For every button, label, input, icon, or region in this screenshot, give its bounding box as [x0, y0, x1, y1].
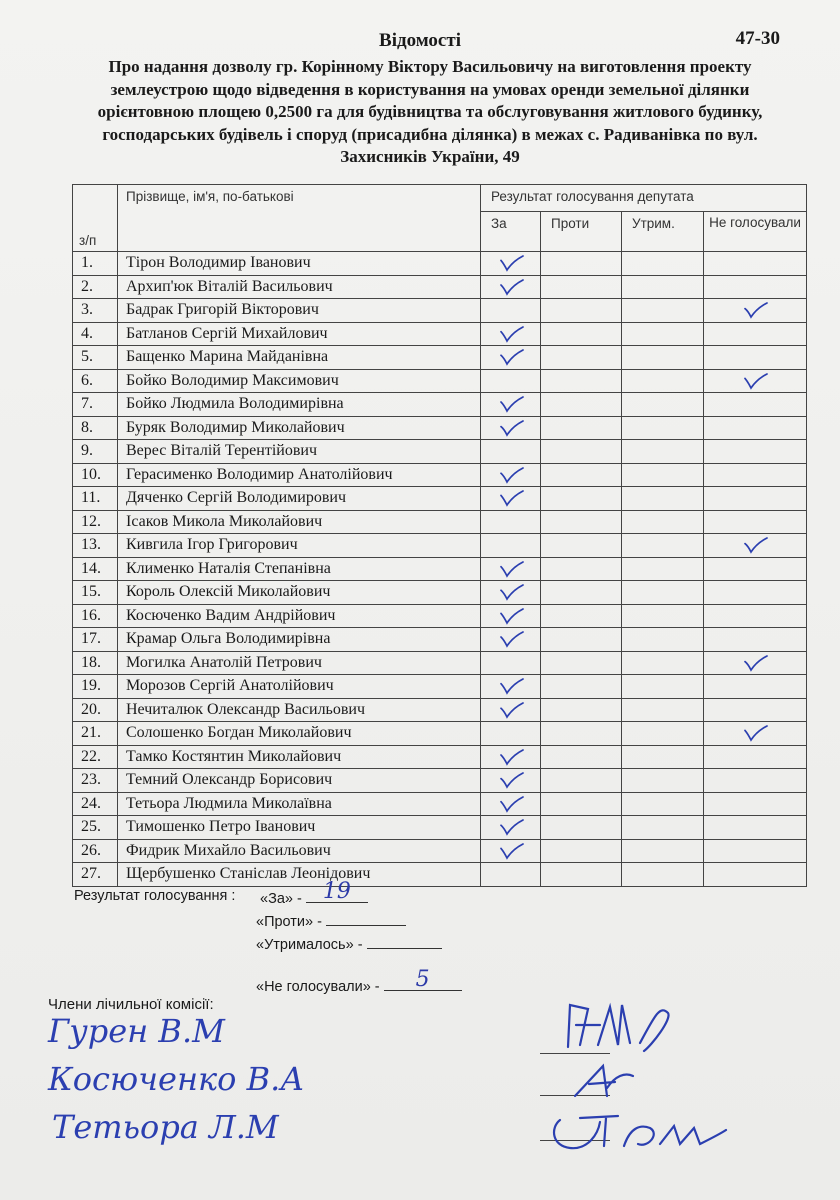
- signature-scribble-2: [545, 1058, 665, 1103]
- vote-cell-novote: [704, 534, 807, 558]
- row-number: 7.: [73, 393, 118, 417]
- deputy-name: Могилка Анатолій Петрович: [118, 651, 481, 675]
- vote-cell-against: [541, 275, 622, 299]
- commission-member-3: Тетьора Л.М: [52, 1108, 279, 1146]
- vote-cell-against: [541, 769, 622, 793]
- vote-cell-novote: [704, 839, 807, 863]
- signature-scribble-1: [540, 985, 710, 1065]
- vote-cell-for: [481, 628, 541, 652]
- header-name: Прізвище, ім'я, по-батькові: [118, 185, 481, 252]
- deputy-name: Дяченко Сергій Володимирович: [118, 487, 481, 511]
- vote-cell-novote: [704, 651, 807, 675]
- vote-cell-abstain: [622, 863, 704, 887]
- header-number: з/п: [73, 185, 118, 252]
- vote-cell-novote: [704, 698, 807, 722]
- row-number: 14.: [73, 557, 118, 581]
- checkmark-icon: [496, 278, 526, 296]
- vote-cell-against: [541, 510, 622, 534]
- vote-cell-novote: [704, 675, 807, 699]
- vote-cell-against: [541, 863, 622, 887]
- vote-cell-against: [541, 487, 622, 511]
- vote-cell-for: [481, 792, 541, 816]
- table-row: [73, 745, 807, 769]
- header-abstain: Утрим.: [622, 212, 704, 252]
- checkmark-icon: [496, 395, 526, 413]
- commission-member-1: Гурен В.М: [48, 1012, 225, 1050]
- vote-cell-abstain: [622, 675, 704, 699]
- voting-result: [74, 879, 574, 1003]
- table-row: [73, 604, 807, 628]
- vote-cell-against: [541, 322, 622, 346]
- row-number: 16.: [73, 604, 118, 628]
- vote-cell-abstain: [622, 816, 704, 840]
- table-row: [73, 698, 807, 722]
- vote-cell-abstain: [622, 252, 704, 276]
- vote-cell-against: [541, 369, 622, 393]
- commission-member-2: Косюченко В.А: [48, 1060, 305, 1098]
- vote-cell-against: [541, 581, 622, 605]
- table-row: [73, 416, 807, 440]
- vote-cell-novote: [704, 557, 807, 581]
- deputy-name: Бойко Володимир Максимович: [118, 369, 481, 393]
- vote-cell-for: [481, 252, 541, 276]
- commission-label: Члени лічильної комісії:: [48, 996, 214, 1013]
- checkmark-icon: [496, 818, 526, 836]
- deputy-name: Крамар Ольга Володимирівна: [118, 628, 481, 652]
- header-against: Проти: [541, 212, 622, 252]
- deputy-name: Темний Олександр Борисович: [118, 769, 481, 793]
- row-number: 22.: [73, 745, 118, 769]
- vote-cell-for: [481, 745, 541, 769]
- deputy-name: Герасименко Володимир Анатолійович: [118, 463, 481, 487]
- vote-cell-against: [541, 675, 622, 699]
- deputy-name: Клименко Наталія Степанівна: [118, 557, 481, 581]
- vote-cell-abstain: [622, 275, 704, 299]
- vote-cell-novote: [704, 346, 807, 370]
- vote-cell-novote: [704, 252, 807, 276]
- vote-cell-for: [481, 393, 541, 417]
- vote-cell-for: [481, 769, 541, 793]
- checkmark-icon: [496, 419, 526, 437]
- row-number: 8.: [73, 416, 118, 440]
- result-for-value: 19: [322, 879, 351, 904]
- deputy-name: Буряк Володимир Миколайович: [118, 416, 481, 440]
- result-label: Результат голосування :: [74, 888, 236, 904]
- vote-cell-novote: [704, 369, 807, 393]
- table-row: [73, 675, 807, 699]
- row-number: 12.: [73, 510, 118, 534]
- vote-cell-abstain: [622, 346, 704, 370]
- vote-cell-novote: [704, 863, 807, 887]
- vote-cell-against: [541, 816, 622, 840]
- table-row: [73, 792, 807, 816]
- vote-cell-novote: [704, 722, 807, 746]
- vote-cell-abstain: [622, 393, 704, 417]
- checkmark-icon: [740, 724, 770, 742]
- vote-cell-for: [481, 863, 541, 887]
- result-against-label: «Проти» -: [256, 914, 322, 930]
- vote-cell-against: [541, 557, 622, 581]
- row-number: 3.: [73, 299, 118, 323]
- checkmark-icon: [496, 348, 526, 366]
- row-number: 13.: [73, 534, 118, 558]
- vote-cell-against: [541, 440, 622, 464]
- result-abstain-label: «Утрималось» -: [256, 937, 363, 953]
- vote-cell-for: [481, 816, 541, 840]
- deputy-name: Король Олексій Миколайович: [118, 581, 481, 605]
- deputy-name: Щербушенко Станіслав Леонідович: [118, 863, 481, 887]
- deputy-name: Нечиталюк Олександр Васильович: [118, 698, 481, 722]
- table-row: [73, 487, 807, 511]
- vote-cell-abstain: [622, 722, 704, 746]
- table-row: [73, 510, 807, 534]
- result-for-label: «За» -: [260, 891, 302, 907]
- vote-cell-for: [481, 440, 541, 464]
- vote-cell-against: [541, 252, 622, 276]
- checkmark-icon: [740, 654, 770, 672]
- vote-cell-abstain: [622, 839, 704, 863]
- vote-cell-for: [481, 651, 541, 675]
- vote-cell-abstain: [622, 534, 704, 558]
- vote-cell-novote: [704, 792, 807, 816]
- table-row: [73, 628, 807, 652]
- table-row: [73, 863, 807, 887]
- row-number: 23.: [73, 769, 118, 793]
- vote-cell-novote: [704, 393, 807, 417]
- vote-cell-for: [481, 299, 541, 323]
- row-number: 4.: [73, 322, 118, 346]
- vote-cell-against: [541, 393, 622, 417]
- deputy-name: Верес Віталій Терентійович: [118, 440, 481, 464]
- row-number: 2.: [73, 275, 118, 299]
- checkmark-icon: [496, 842, 526, 860]
- vote-cell-for: [481, 698, 541, 722]
- vote-cell-abstain: [622, 322, 704, 346]
- vote-cell-abstain: [622, 440, 704, 464]
- vote-cell-for: [481, 839, 541, 863]
- result-novote-label: «Не голосували» -: [256, 979, 380, 995]
- vote-cell-against: [541, 299, 622, 323]
- row-number: 20.: [73, 698, 118, 722]
- deputy-name: Тетьора Людмила Миколаївна: [118, 792, 481, 816]
- table-row: [73, 299, 807, 323]
- row-number: 9.: [73, 440, 118, 464]
- vote-cell-against: [541, 745, 622, 769]
- vote-cell-for: [481, 675, 541, 699]
- row-number: 27.: [73, 863, 118, 887]
- vote-cell-for: [481, 346, 541, 370]
- vote-cell-against: [541, 651, 622, 675]
- vote-cell-novote: [704, 816, 807, 840]
- vote-cell-abstain: [622, 792, 704, 816]
- vote-cell-novote: [704, 745, 807, 769]
- vote-cell-for: [481, 510, 541, 534]
- result-abstain-blank: [367, 934, 442, 949]
- document-title: Відомості: [379, 30, 461, 51]
- row-number: 21.: [73, 722, 118, 746]
- vote-cell-against: [541, 604, 622, 628]
- table-row: [73, 440, 807, 464]
- vote-cell-novote: [704, 275, 807, 299]
- vote-cell-against: [541, 722, 622, 746]
- vote-cell-for: [481, 722, 541, 746]
- table-row: [73, 839, 807, 863]
- table-row: [73, 346, 807, 370]
- deputy-name: Бащенко Марина Майданівна: [118, 346, 481, 370]
- checkmark-icon: [496, 325, 526, 343]
- deputy-name: Тамко Костянтин Миколайович: [118, 745, 481, 769]
- deputy-name: Морозов Сергій Анатолійович: [118, 675, 481, 699]
- deputy-name: Батланов Сергій Михайлович: [118, 322, 481, 346]
- checkmark-icon: [496, 701, 526, 719]
- deputy-name: Фидрик Михайло Васильович: [118, 839, 481, 863]
- deputy-name: Косюченко Вадим Андрійович: [118, 604, 481, 628]
- result-for-blank: [306, 879, 368, 904]
- checkmark-icon: [496, 489, 526, 507]
- vote-cell-novote: [704, 581, 807, 605]
- vote-cell-for: [481, 275, 541, 299]
- checkmark-icon: [496, 583, 526, 601]
- row-number: 15.: [73, 581, 118, 605]
- vote-cell-abstain: [622, 557, 704, 581]
- checkmark-icon: [496, 795, 526, 813]
- deputy-name: Тірон Володимир Іванович: [118, 252, 481, 276]
- result-against-blank: [326, 911, 406, 926]
- table-row: [73, 534, 807, 558]
- table-row: [73, 322, 807, 346]
- checkmark-icon: [740, 372, 770, 390]
- table-row: [73, 252, 807, 276]
- vote-cell-for: [481, 534, 541, 558]
- checkmark-icon: [740, 536, 770, 554]
- vote-cell-against: [541, 416, 622, 440]
- checkmark-icon: [496, 677, 526, 695]
- row-number: 6.: [73, 369, 118, 393]
- deputy-name: Ісаков Микола Миколайович: [118, 510, 481, 534]
- vote-cell-against: [541, 346, 622, 370]
- checkmark-icon: [496, 771, 526, 789]
- vote-cell-for: [481, 604, 541, 628]
- document-subject: Про надання дозволу гр. Корінному Віктору Васильовичу на виготовлення проекту землеустрою щодо відведення в користування на умовах оренди земельної ділянки орієнтовною площею 0,2500 га для будівництва та обслуговування житлового будинку, господарських будівель і споруд (присадибна ділянка) в межах с. Радиванівка по вул. Захисників України, 49: [97, 57, 763, 166]
- vote-cell-novote: [704, 604, 807, 628]
- row-number: 11.: [73, 487, 118, 511]
- row-number: 1.: [73, 252, 118, 276]
- vote-cell-for: [481, 322, 541, 346]
- document-number: 47-30: [735, 28, 780, 49]
- checkmark-icon: [496, 560, 526, 578]
- vote-cell-abstain: [622, 628, 704, 652]
- row-number: 24.: [73, 792, 118, 816]
- vote-cell-abstain: [622, 299, 704, 323]
- vote-cell-abstain: [622, 416, 704, 440]
- row-number: 17.: [73, 628, 118, 652]
- vote-cell-novote: [704, 299, 807, 323]
- header-novote: Не голосували: [704, 212, 807, 252]
- vote-cell-abstain: [622, 698, 704, 722]
- deputy-name: Бойко Людмила Володимирівна: [118, 393, 481, 417]
- vote-cell-against: [541, 839, 622, 863]
- table-row: [73, 393, 807, 417]
- checkmark-icon: [496, 748, 526, 766]
- vote-cell-novote: [704, 510, 807, 534]
- vote-cell-abstain: [622, 604, 704, 628]
- vote-cell-novote: [704, 487, 807, 511]
- row-number: 26.: [73, 839, 118, 863]
- result-novote-value: 5: [415, 967, 430, 992]
- vote-cell-against: [541, 534, 622, 558]
- table-row: [73, 816, 807, 840]
- checkmark-icon: [740, 301, 770, 319]
- table-row: [73, 581, 807, 605]
- row-number: 5.: [73, 346, 118, 370]
- deputy-name: Солошенко Богдан Миколайович: [118, 722, 481, 746]
- vote-cell-against: [541, 463, 622, 487]
- vote-cell-abstain: [622, 510, 704, 534]
- vote-cell-abstain: [622, 651, 704, 675]
- vote-cell-novote: [704, 440, 807, 464]
- vote-cell-abstain: [622, 463, 704, 487]
- header-for: За: [481, 212, 541, 252]
- checkmark-icon: [496, 630, 526, 648]
- row-number: 19.: [73, 675, 118, 699]
- vote-cell-for: [481, 463, 541, 487]
- row-number: 25.: [73, 816, 118, 840]
- vote-cell-novote: [704, 416, 807, 440]
- vote-cell-for: [481, 557, 541, 581]
- table-row: [73, 369, 807, 393]
- deputy-name: Тимошенко Петро Іванович: [118, 816, 481, 840]
- checkmark-icon: [496, 607, 526, 625]
- table-row: [73, 769, 807, 793]
- table-row: [73, 557, 807, 581]
- row-number: 18.: [73, 651, 118, 675]
- vote-cell-for: [481, 581, 541, 605]
- header-result: Результат голосування депутата: [481, 185, 807, 212]
- vote-cell-novote: [704, 322, 807, 346]
- voting-rows: [73, 252, 807, 887]
- result-novote-blank: [384, 967, 462, 992]
- vote-cell-abstain: [622, 581, 704, 605]
- row-number: 10.: [73, 463, 118, 487]
- checkmark-icon: [496, 254, 526, 272]
- deputy-name: Архип'юк Віталій Васильович: [118, 275, 481, 299]
- vote-cell-novote: [704, 628, 807, 652]
- voting-table: [72, 184, 807, 887]
- vote-cell-for: [481, 416, 541, 440]
- table-row: [73, 651, 807, 675]
- vote-cell-abstain: [622, 487, 704, 511]
- vote-cell-novote: [704, 463, 807, 487]
- vote-cell-against: [541, 792, 622, 816]
- deputy-name: Кивгила Ігор Григорович: [118, 534, 481, 558]
- signature-scribble-3: [540, 1098, 730, 1158]
- vote-cell-novote: [704, 769, 807, 793]
- vote-cell-for: [481, 369, 541, 393]
- vote-cell-abstain: [622, 369, 704, 393]
- vote-cell-against: [541, 698, 622, 722]
- vote-cell-abstain: [622, 769, 704, 793]
- deputy-name: Бадрак Григорій Вікторович: [118, 299, 481, 323]
- vote-cell-against: [541, 628, 622, 652]
- table-row: [73, 275, 807, 299]
- table-row: [73, 722, 807, 746]
- checkmark-icon: [496, 466, 526, 484]
- table-row: [73, 463, 807, 487]
- vote-cell-for: [481, 487, 541, 511]
- vote-cell-abstain: [622, 745, 704, 769]
